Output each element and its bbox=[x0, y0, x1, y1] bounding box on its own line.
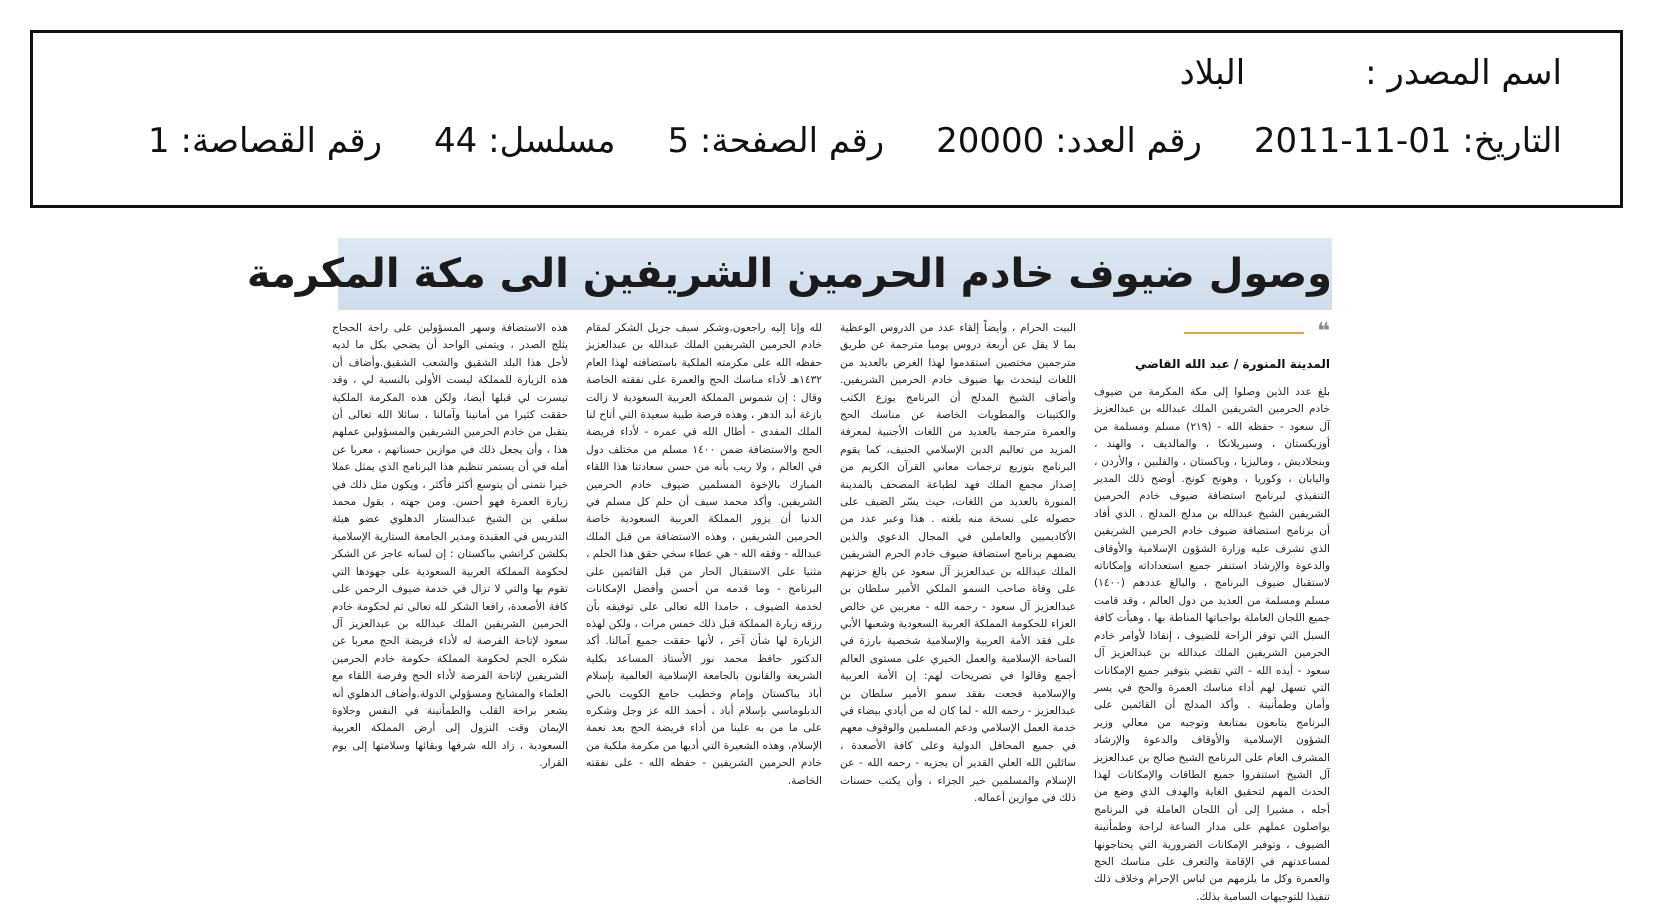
article-paragraph: البيت الحرام ، وأيضاً إلقاء عدد من الدروس الوعظية بما لا يقل عن أربعة دروس يوميا مترجمة عن طريق مترجمين مختصين استقدموا لهذا الغرض بالعديد من اللغات ليتحدث بها ضيوف خادم الحرمين الشريفين. وأضاف الشيخ المدلج أن البرنامج يوزع الكتب والكتيبات والمطويات الخاصة عن مناسك الحج والعمرة مترجمة بالعديد من اللغات الأجنبية لمعرفة المزيد من تعاليم الدين الإسلامي الحنيف، كما يقوم البرنامج بتوزيع ترجمات معاني القرآن الكريم من إصدار مجمع الملك فهد لطباعة المصحف بالمدينة المنورة بالعديد من اللغات، حيث يسّر الضيف على حصوله على نسخة منه بلغته . هذا وعبر عدد من الأكاديميين والعاملين في المجال الدعوي والذين يضمهم برنامج استضافة ضيوف خادم الحرم الشريفين الملك عبدالله بن عبدالعزيز آل سعود عن بالغ حزنهم على وفاة صاحب السمو الملكي الأمير سلطان بن عبدالعزيز آل سعود - رحمه الله - معربين عن خالص العزاء للحكومة المملكة العربية السعودية وشعبها الأبي على فقد الأمة العربية والإسلامية شخصية بارزة في الساحة الإسلامية والعمل الخيري على مستوى العالم أجمع وقالوا في تصريحات لهم: إن الأمة العربية والإسلامية فجعت بفقد سمو الأمير سلطان بن عبدالعزيز - رحمه الله - لما كان له من أيادي بيضاء في خدمة العمل الإسلامي ودعم المسلمين والوقوف معهم في جميع المحافل الدولية وعلى كافة الأصعدة ، سائلين الله العلي القدير أن يجزيه - رحمه الله - عن الإسلام والمسلمين خير الجزاء ، وأن يكتب حسنات ذلك في موازين أعماله. bbox=[840, 322, 1076, 804]
quote-rule bbox=[1184, 332, 1304, 334]
source-line bbox=[1180, 53, 1562, 93]
quote-mark-icon: ❝ bbox=[1317, 319, 1330, 344]
article-column-2 bbox=[840, 320, 1076, 880]
page-label: رقم الصفحة: bbox=[699, 121, 885, 161]
article-columns bbox=[326, 319, 1331, 903]
meta-line bbox=[148, 121, 1562, 161]
date-label: التاريخ: bbox=[1462, 121, 1562, 161]
article-headline: وصول ضيوف خادم الحرمين الشريفين الى مكة المكرمة bbox=[246, 251, 1332, 297]
source-info-box bbox=[30, 30, 1623, 208]
article-paragraph: بلغ عدد الذين وصلوا إلى مكة المكرمة من ضيوف خادم الحرمين الشريفين الملك عبدالله بن عبدالعزيز آل سعود - حفظه الله - (٢١٩) مسلم ومسلمة من أوزبكستان ، وسيريلانكا ، والمالديف ، والهند ، وبنجلاديش ، وماليزيا ، وباكستان ، والفلبين ، والأردن ، واليابان ، وكوريا ، وهونج كونج. أوضح ذلك المدير التنفيذي لبرنامج استضافة ضيوف خادم الحرمين الشريفين الشيخ عبدالله بن مدلج المدلج . الذي أفاد أن برنامج استضافة ضيوف خادم الحرمين الشريفين الذي تشرف عليه وزارة الشؤون الإسلامية والأوقاف والدعوة والإرشاد استنفر جميع استعداداته وإمكاناته لاستقبال ضيوف البرنامج ، والبالغ عددهم (١٤٠٠) مسلم ومسلمة من العديد من دول العالم ، وقد قامت جميع اللجان العاملة بواجباتها المناطة بها ، وهيأت كافة السبل التي توفر الراحة للضيوف ، إنفاذا لأوامر خادم الحرمين الشريفين الملك عبدالله بن عبدالعزيز آل سعود - أيده الله - التي تقضي بتوفير جميع الإمكانات التي تسهل لهم أداء مناسك العمرة والحج في يسر وأمان وطمأنينة . وأكد المدلج أن القائمين على البرنامج يتابعون بمتابعة وتوجيه من معالي وزير الشؤون الإسلامية والأوقاف والدعوة والإرشاد المشرف العام على البرنامج الشيخ صالح بن عبدالعزيز آل الشيخ استنفروا جميع الطاقات والإمكانات لهذا الحدث المهم لتحقيق الغاية والهدف الذي وضع من أجله ، مشيرا إلى أن اللجان العاملة في البرنامج يواصلون عملهم على مدار الساعة لراحة وطمأنينة الضيوف ، وتوفير الإمكانات الضرورية التي يحتاجونها لمساعدتهم في الإقامة والتعرف على مناسك الحج والعمرة وكل ما يلزمهم من لباس الإحرام وخلاف ذلك تنفيذا للتوجيهات السامية بذلك. bbox=[1094, 386, 1331, 903]
article-byline: المدينة المنورة / عبد الله القاضي bbox=[1135, 357, 1330, 371]
serial-value: 44 bbox=[434, 121, 478, 161]
page-value: 5 bbox=[667, 121, 690, 161]
article-paragraph: لله وإنا إليه راجعون.وشكر سيف جزيل الشكر لمقام خادم الحرمين الشريفين الملك عبدالله بن عبدالعزيز حفظه الله على مكرمته الملكية باستضافته لهذا العام ١٤٣٢هـ لأداء مناسك الحج والعمرة على نفقته الخاصة وقال : إن شموس المملكة العربية السعودية لا زالت بازغة أبد الدهر ، وهذه فرصة طيبة سعيدة التي أتاح لنا الملك المفدى - أطال الله في عمره - لأداء فريضة الحج والاستضافة ضمن ١٤٠٠ مسلم من مختلف دول في العالم ، ولا ريب بأنه من حسن سعادتنا هذا اللقاء المبارك بالإخوة المسلمين ضيوف خادم الحرمين الشريفين. وأكد محمد سيف أن حلم كل مسلم في الدنيا أن يزور المملكة العربية السعودية خاصة الحرمين الشريفين ، وهذه الاستضافة من قبل الملك عبدالله - وفقه الله - هي عطاء سخي حقق هذا الحلم ، مثنيا على الاستقبال الحار من قبل القائمين على البرنامج - وما قدمه من أحسن وأفضل الإمكانات لخدمة الضيوف ، حامدا الله تعالى على توفيقه بأن رزقه زيارة المملكة قبل ذلك خمس مرات ، ولكن لهذه الزيارة لها شأن آخر ، لأنها حققت جميع آمالنا. أكد الدكتور حافظ محمد نور الأستاذ المساعد بكلية الشريعة والقانون بالجامعة الإسلامية العالمية بإسلام أباد بباكستان وإمام وخطيب جامع الكويت بالحي الدبلوماسي بإسلام أباد ، أحمد الله عز وجل وشكره على ما من به علينا من أداء فريضة الحج بعد نعمة الإسلام، وهذه الشعيرة التي أديها من مكرمة ملكية من خادم الحرمين الشريفين - حفظه الله - على نفقته الخاصة. bbox=[586, 322, 823, 787]
clip-value: 1 bbox=[148, 121, 170, 161]
article-column-3 bbox=[586, 320, 822, 880]
issue-label: رقم العدد: bbox=[1055, 121, 1202, 161]
date-value: 2011-11-01 bbox=[1253, 121, 1452, 161]
newspaper-clipping bbox=[246, 238, 1336, 903]
source-label: اسم المصدر : bbox=[1365, 53, 1562, 93]
article-column-1 bbox=[1094, 319, 1331, 903]
issue-value: 20000 bbox=[936, 121, 1045, 161]
article-paragraph: هذه الاستضافة وسهر المسؤولين على راحة الحجاج يثلج الصدر ، ويتمنى الواحد أن يضحي بكل ما لديه لأجل هذا البلد الشقيق والشعب الشقيق.وأضاف أن هذه الزيارة للمملكة ليست الأولى بالنسبة لي ، وقد تيسرت لي قبلها أيضا، ولكن هذه المكرمة الملكية حققت كثيرا من أمانينا وآمالنا ، سائلا الله تعالى أن يتقبل من خادم الحرمين الشريفين والمسؤولين عملهم هذا ، وأن يجعل ذلك في موازين حسناتهم ، معربا عن أمله في أن يستمر تنظيم هذا البرنامج الذي يمثل عملا خيرا نتمنى أن يتوسع أكثر فأكثر ، ويكون مثل ذلك في زيارة العمرة فهو أحسن. ومن جهته ، يقول محمد سلفي بن الشيخ عبدالستار الدهلوي عضو هيئة التدريس في العقيدة ومدير الجامعة الستارية الإسلامية بكلشن كراتشي بباكستان : إن لسانه عاجز عن الشكر لحكومة المملكة العربية السعودية على جهودها التي تقوم بها والتي لا تزال في خدمة ضيوف الرحمن على كافة الأصعدة، رافعا الشكر لله تعالى ثم لحكومة خادم الحرمين الشريفين الملك عبدالله بن عبدالعزيز آل سعود لإتاحة الفرصة له لأداء فريضة الحج معربا عن شكره الجم لحكومة المملكة حكومة خادم الحرمين الشريفين لإتاحة الفرصة لأداء الحج وفرصة اللقاء مع العلماء والمشايخ ومسؤولي الدولة.وأضاف الدهلوي أنه يشعر براحة القلب والطمأنينة في النفس وحلاوة الإيمان وقت النزول إلى أرض المملكة العربية السعودية ، زاد الله شرفها وبقائها وسلامتها إلى يوم القرار. bbox=[332, 322, 568, 770]
serial-label: مسلسل: bbox=[488, 121, 616, 161]
clip-label: رقم القصاصة: bbox=[180, 121, 383, 161]
article-column-4 bbox=[332, 320, 568, 880]
source-value: البلاد bbox=[1179, 53, 1246, 93]
